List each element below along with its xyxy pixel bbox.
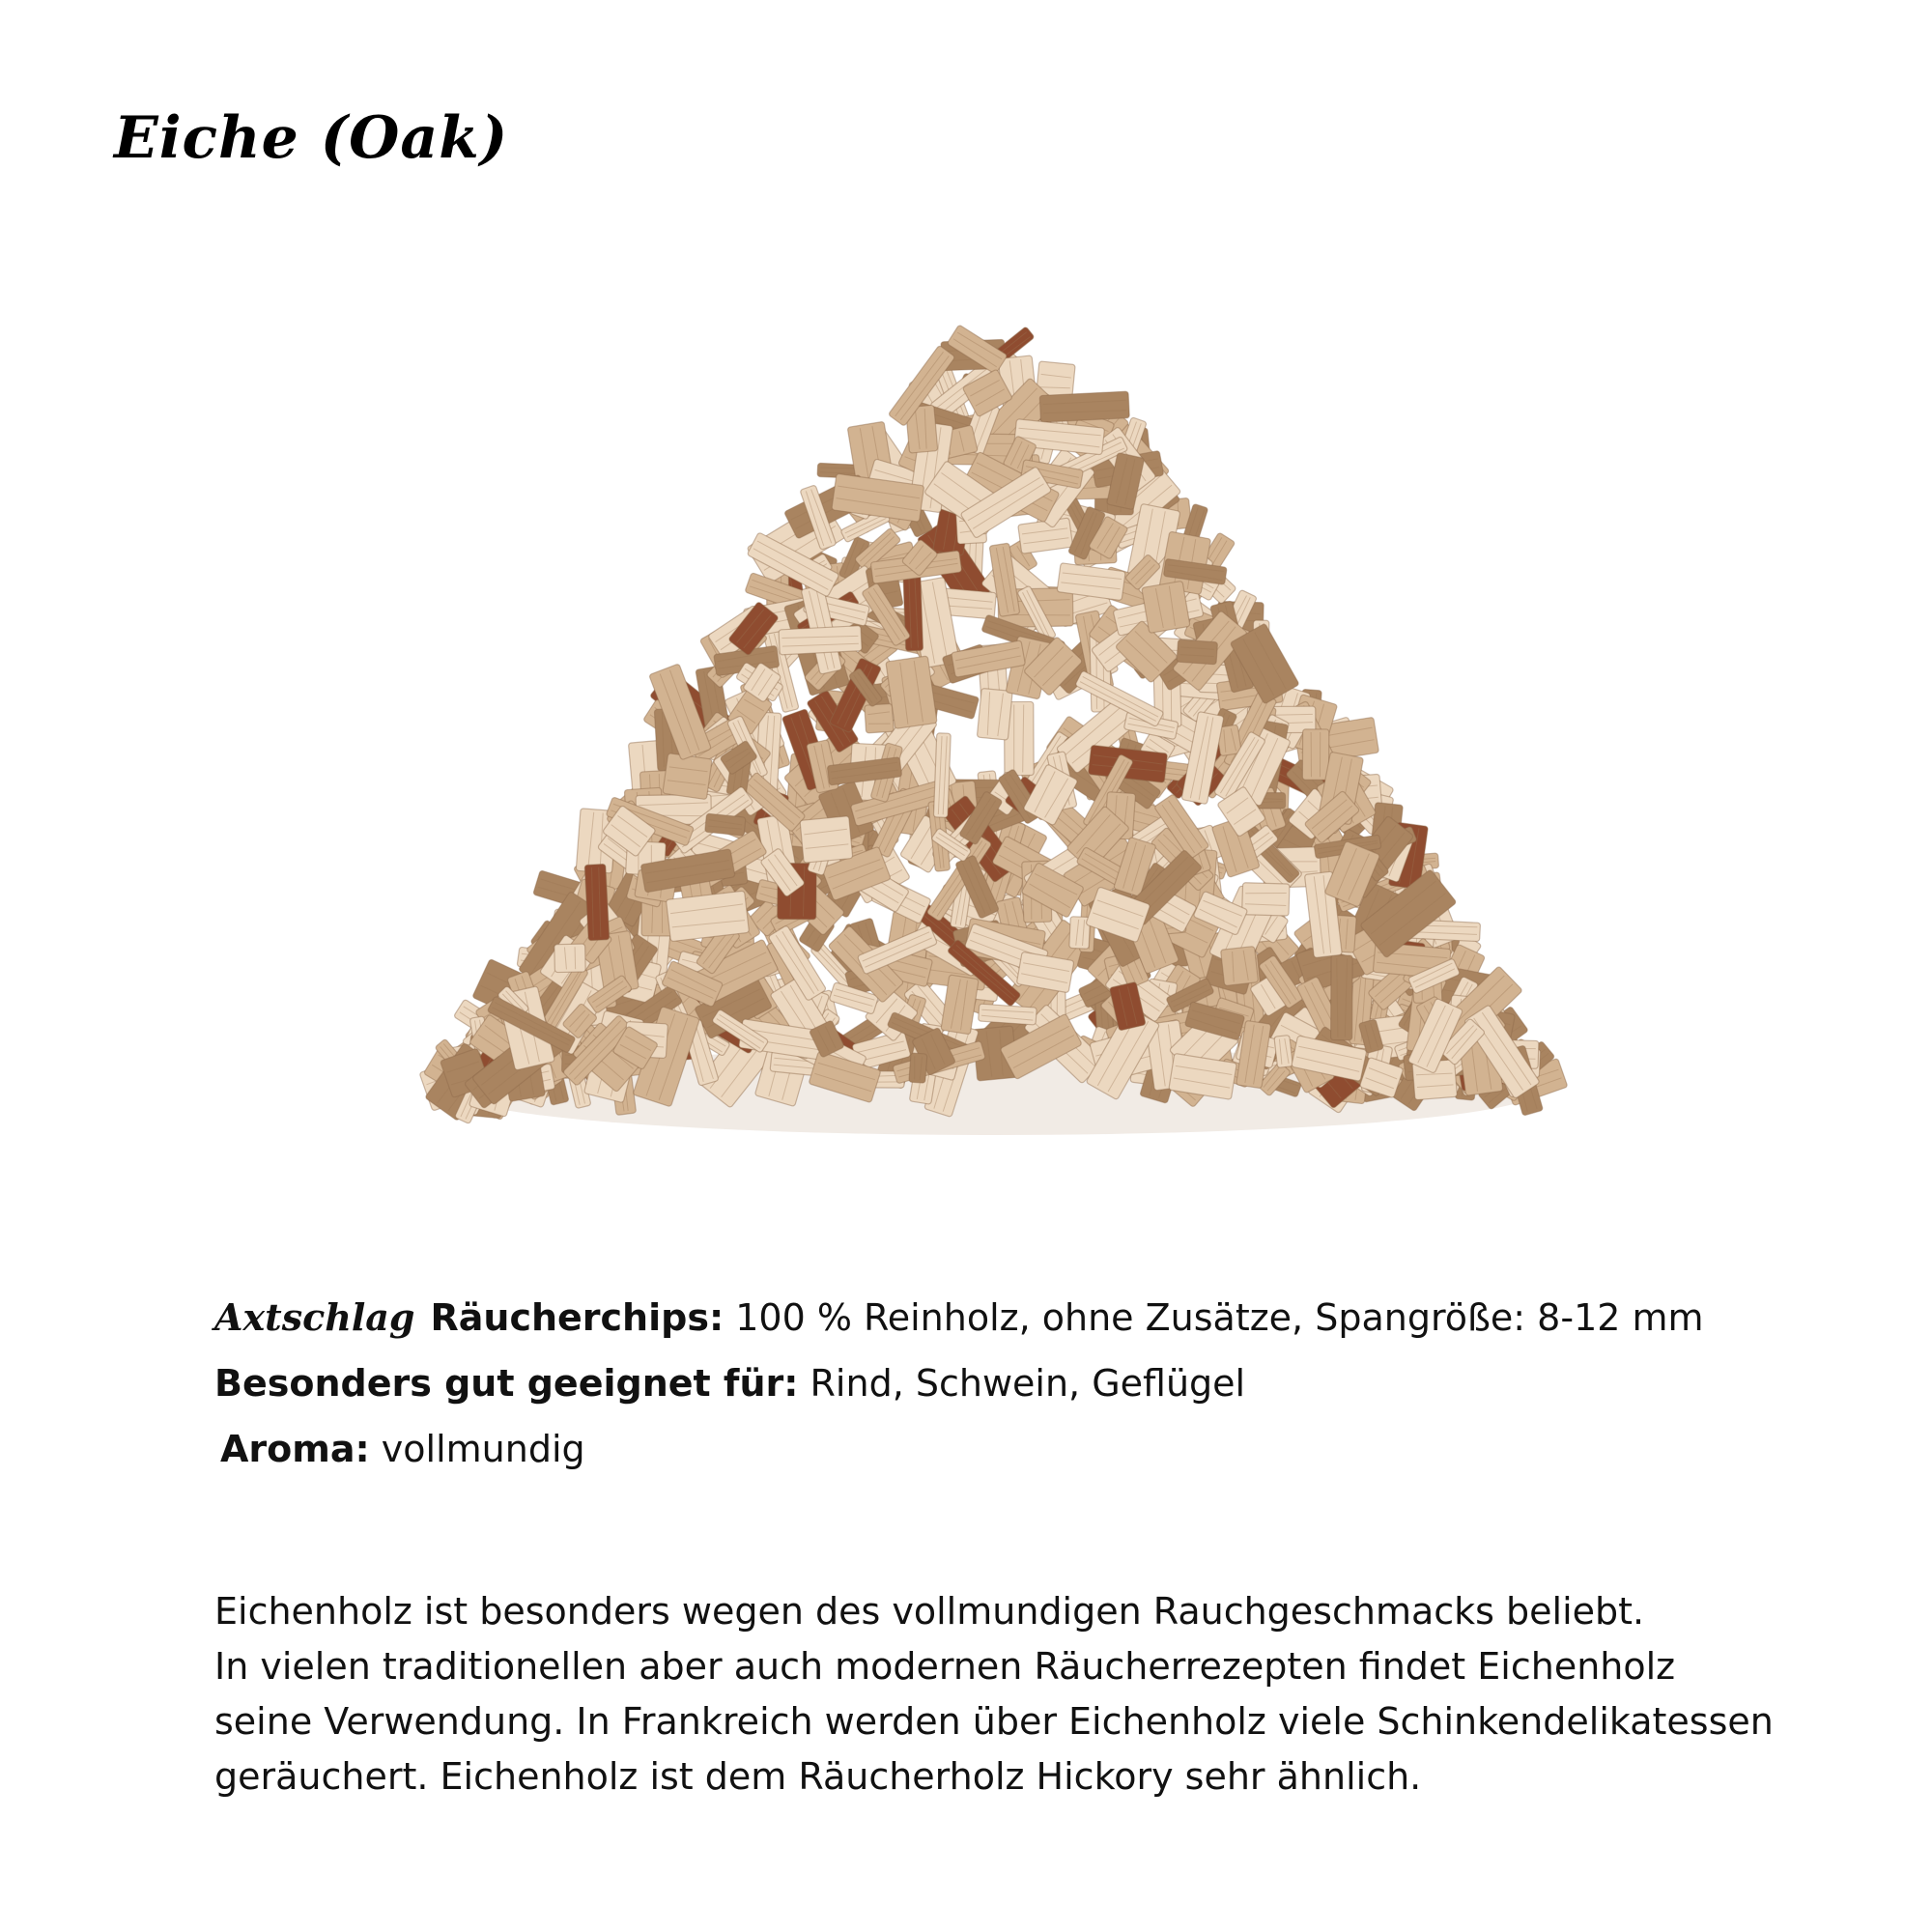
wood-chip — [1242, 883, 1290, 916]
spec-line-aroma — [214, 1416, 1857, 1482]
spec-line-suitable — [214, 1350, 1857, 1416]
wood-chip — [977, 688, 1012, 740]
wood-chip — [1039, 391, 1129, 422]
wood-chip — [1331, 955, 1353, 1040]
wood-chip — [666, 891, 749, 941]
wood-chip — [886, 656, 937, 728]
wood-chips-image — [386, 319, 1787, 1188]
wood-chip — [779, 626, 862, 655]
wood-chip — [1177, 639, 1218, 665]
spec-line-chips — [214, 1285, 1857, 1350]
description — [214, 1584, 1876, 1804]
wood-chip — [933, 733, 951, 818]
wood-chip — [865, 703, 894, 733]
brand-name: Axtschlag — [214, 1295, 415, 1339]
wood-chip — [554, 944, 585, 973]
wood-chip — [1142, 581, 1190, 633]
description-line: geräuchert. Eichenholz ist dem Räucherholz Hickory sehr ähnlich. — [214, 1755, 1422, 1798]
wood-chip — [979, 1004, 1037, 1025]
wood-chip — [663, 753, 712, 800]
description-line: Eichenholz ist besonders wegen des vollmundigen Rauchgeschmacks beliebt. — [214, 1590, 1645, 1633]
wood-chip — [1274, 1035, 1293, 1067]
description-line: In vielen traditionellen aber auch modernen Räucherrezepten findet Eichenholz — [214, 1645, 1676, 1688]
wood-chip — [584, 864, 610, 940]
description-line: seine Verwendung. In Frankreich werden über Eichenholz viele Schinkendelikatessen — [214, 1700, 1774, 1743]
spec-value-chips: 100 % Reinholz, ohne Zusätze, Spangröße: 8-12 mm — [735, 1296, 1704, 1339]
wood-chips-illustration — [386, 319, 1787, 1188]
spec-value-aroma: vollmundig — [381, 1428, 585, 1470]
spec-label-aroma: Aroma: — [220, 1428, 370, 1470]
wood-chip — [1221, 946, 1259, 985]
wood-chip — [909, 1053, 927, 1083]
product-specs — [214, 1285, 1857, 1482]
spec-value-suitable: Rind, Schwein, Geflügel — [810, 1362, 1246, 1405]
wood-chip — [1302, 729, 1328, 781]
spec-label-suitable: Besonders gut geeignet für: — [214, 1362, 799, 1405]
spec-label-chips: Räucherchips: — [430, 1296, 724, 1339]
page-title: Eiche (Oak) — [114, 104, 509, 172]
wood-chip — [1018, 518, 1073, 554]
wood-chip — [800, 816, 853, 863]
wood-chip — [705, 813, 746, 836]
